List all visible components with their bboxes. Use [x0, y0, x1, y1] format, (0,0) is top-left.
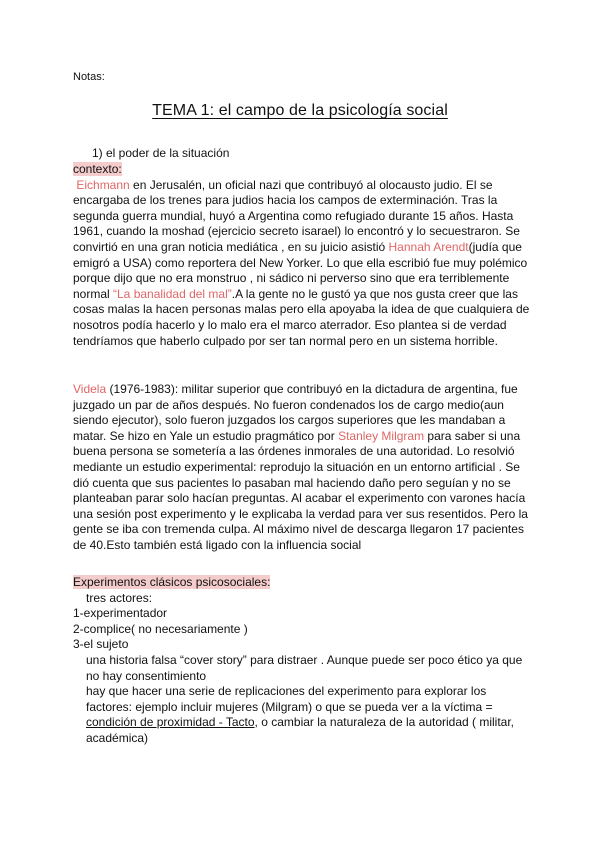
replicaciones-text: hay que hacer una serie de replicaciones del experimento para explorar los factores: ejemplo incluir mujeres (Milgram) o que se pueda ver a la víctima = condición de proximidad - Tacto, o cambiar la naturaleza de la autoridad ( militar, académica) — [86, 684, 515, 745]
p1-text-3: .A la gente no le gustó ya que nos gusta creer que las cosas malas la hacen personas malas pero ella apoyaba la idea de que cualquiera de nosotros podía hacerlo y lo malo era el marco aterrador. Eso plantea si de verdad tendríamos que haberlo culpado por ser tan normal pero en un sistema horrible. — [73, 286, 530, 348]
p2-text-1: (1976-1983): militar superior que contribuyó en la dictadura de argentina, fue juzgado un par de años después. No fueron condenados los de cargo medio(aun siendo ejecutor), solo fueron juzgados los cargos superiores que les mandaban a matar. Se hizo en Yale un estudio pragmático por — [73, 382, 518, 443]
p1-text-2: (judía que emigró a USA) como reportera del New Yorker. Lo que ella escribió fue muy polémico porque dijo que no era monstruo , ni sádico ni perverso sino que era terriblemente normal — [73, 239, 528, 301]
arendt-name: Hannah Arendt — [388, 239, 469, 254]
actor-item-3: 3-el sujeto — [73, 637, 129, 652]
eichmann-name: Eichmann — [76, 177, 130, 192]
actores-line: tres actores: — [86, 590, 153, 605]
numbered-item-1: 1) el poder de la situación — [92, 146, 230, 160]
context-label: contexto: — [73, 162, 122, 176]
proximidad-condition: condición de proximidad - Tacto — [86, 715, 255, 730]
paragraph-videla — [73, 382, 533, 554]
milgram-name: Stanley Milgram — [338, 428, 425, 443]
videla-name: Videla — [73, 382, 107, 396]
section-experimentos — [73, 575, 533, 747]
p1-text-1: en Jerusalén, un oficial nazi que contribuyó al olocausto judio. El se encargaba de los trenes para judios hacia los campos de exterminación. Tras la segunda guerra mundial, huyó a Argentina como refugiado durante 15 años. Hasta 1961, cuando la moshad (ejercicio secreto isarael) lo encontró y lo secuestraron. Se convirtió en una gran noticia mediática , en su juicio asistió — [73, 177, 520, 254]
banalidad-quote: “La banalidad del mal” — [113, 286, 232, 301]
page-title — [0, 102, 600, 120]
section-heading: Experimentos clásicos psicosociales: — [73, 575, 271, 589]
p2-text-2: para saber si una buena persona se sometería a las órdenes inmorales de una autoridad. Lo resolvió mediante un estudio experimental: reprodujo la situación en un entorno artificial . Se dió cuenta que sus pacientes lo pasaban mal haciendo daño pero seguían y no se planteaban parar solo hacían preguntas. Al acabar el experimento con varones hacía una sesión post experimento y le explicaba la verdad para ver sus resentidos. Pero la gente se iba con tremenda culpa. Al máximo nivel de descarga llegaron 17 pacientes de 40.Esto también está ligado con la influencia social — [73, 428, 528, 552]
actor-item-1: 1-experimentador — [73, 606, 168, 621]
title-text: TEMA 1: el campo de la psicología social — [152, 102, 448, 119]
cover-story-text: una historia falsa “cover story” para distraer . Aunque puede ser poco ético ya que no hay consentimiento — [86, 652, 523, 683]
actor-item-2: 2-complice( no necesariamente ) — [73, 621, 248, 636]
paragraph-eichmann — [73, 162, 533, 349]
notes-label: Notas: — [73, 71, 105, 83]
